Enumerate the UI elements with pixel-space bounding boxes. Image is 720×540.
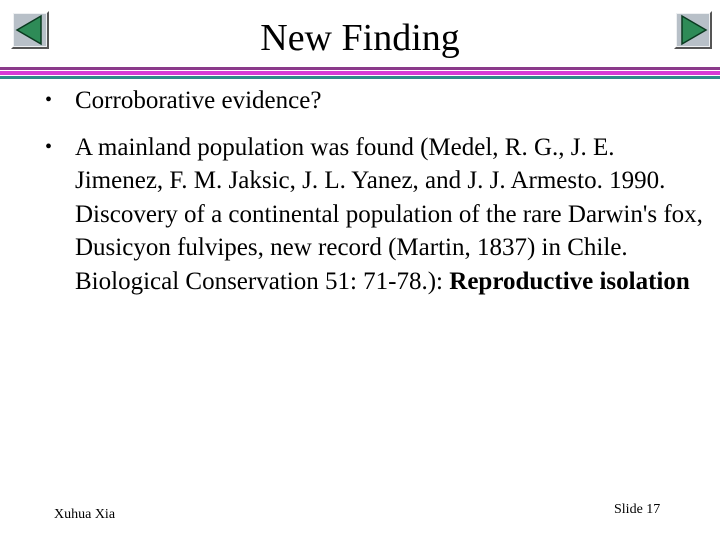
title-divider (0, 67, 720, 79)
footer-author: Xuhua Xia (54, 507, 116, 522)
divider-line-bottom (0, 76, 720, 79)
footer-slide-number: Slide 17 (614, 502, 661, 517)
slide-body (45, 84, 705, 298)
triangle-right-icon (674, 11, 712, 49)
divider-line-middle (0, 71, 720, 75)
bullet-text: Corroborative evidence? (75, 87, 322, 114)
bullet-symbol: • (45, 89, 53, 111)
bullet-text: A mainland population was found (Medel, R. G., J. E. Jimenez, F. M. Jaksic, J. L. Yanez, and J. J. Armesto. 1990. Discovery of a continental population of the rare Darwin's fox, Dusicyon fulvipes, new record (Martin, 1837) in Chile. Biological Conservation 51: 71-78.): (75, 133, 703, 295)
divider-line-top (0, 67, 720, 70)
next-slide-button[interactable] (674, 11, 712, 49)
bullet-emphasis: Reproductive isolation (449, 267, 690, 295)
slide-title: New Finding (260, 17, 460, 59)
bullet-symbol: • (45, 135, 53, 158)
bullet-item (45, 131, 705, 299)
bullet-item (45, 84, 705, 118)
